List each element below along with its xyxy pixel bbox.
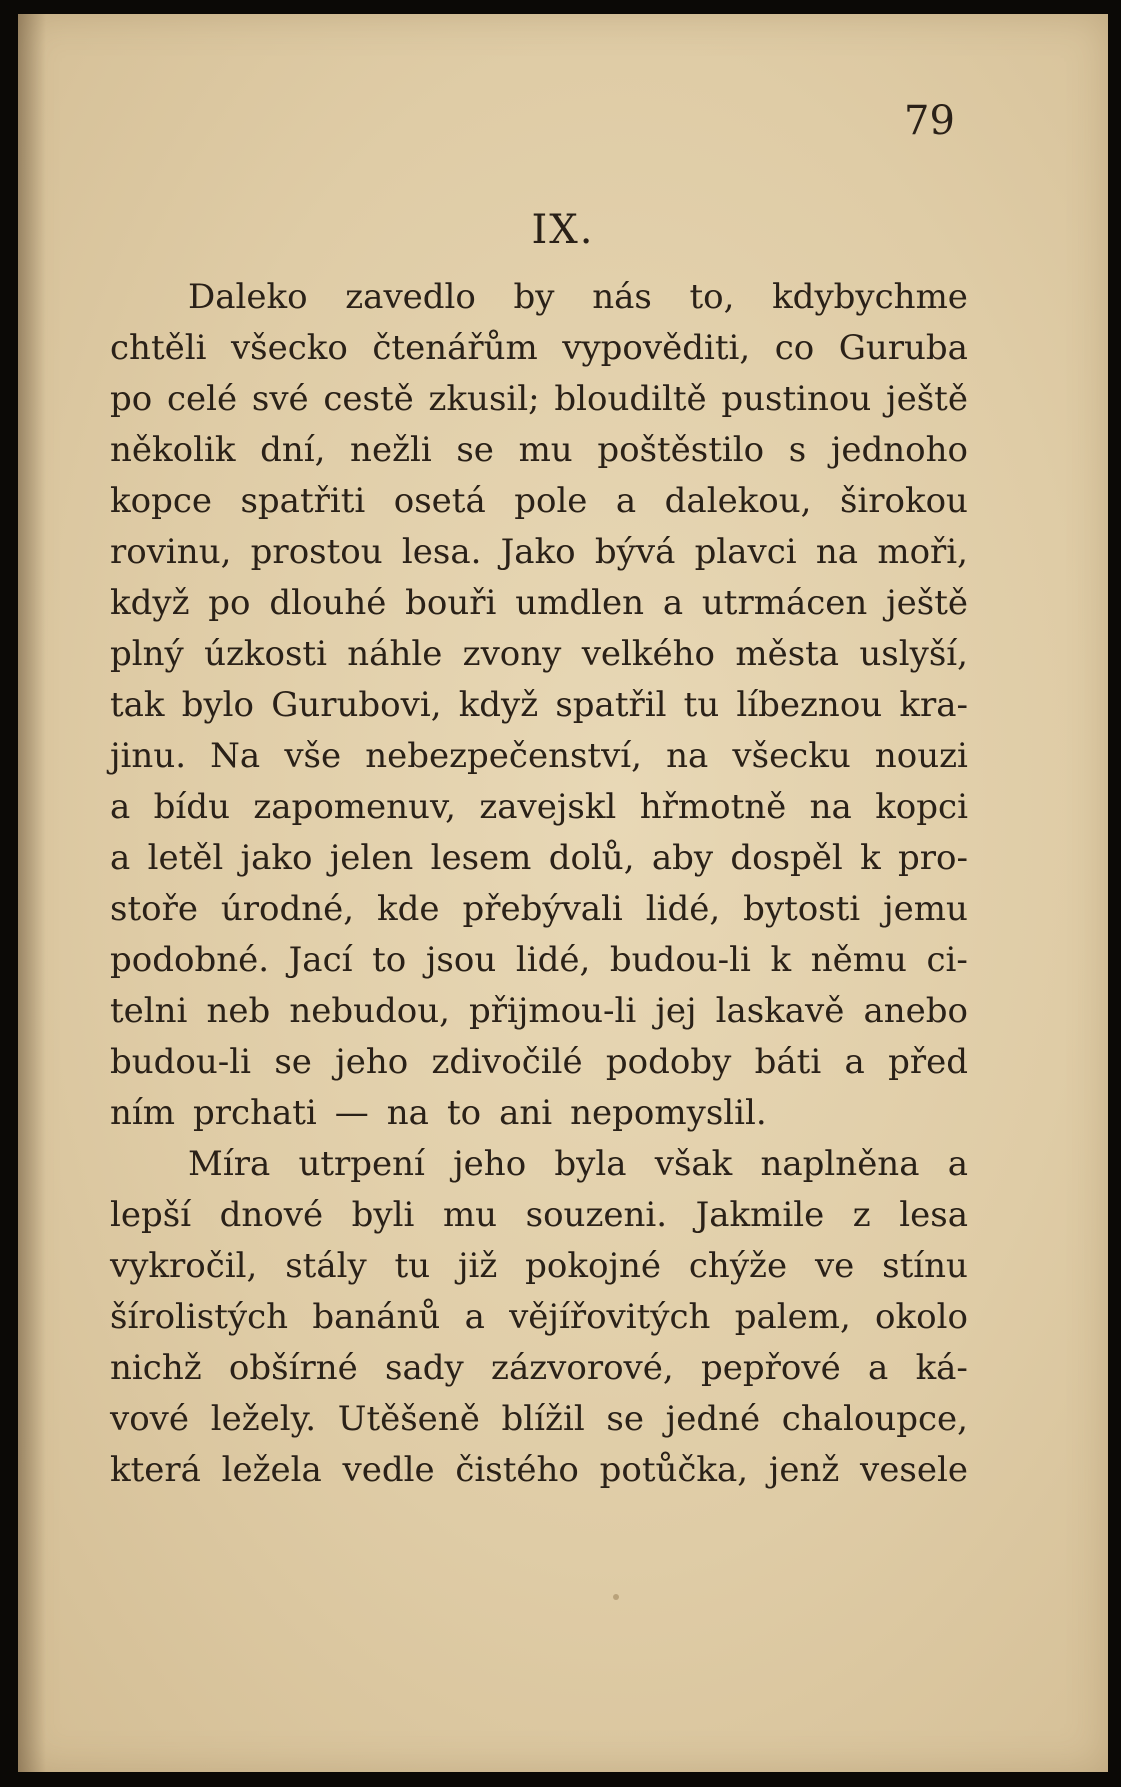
word: němu — [810, 940, 907, 980]
word: cestě — [323, 379, 414, 419]
word: pokojné — [525, 1246, 662, 1286]
word: na — [386, 1093, 429, 1133]
word: vypověditi, — [562, 328, 751, 368]
word: vedle — [342, 1450, 435, 1490]
word: úzkosti — [204, 634, 327, 674]
word: města — [735, 634, 840, 674]
word: byla — [554, 1144, 627, 1184]
word: Utěšeně — [337, 1399, 480, 1439]
text-line — [110, 1088, 968, 1139]
word: pepřové — [700, 1348, 841, 1388]
word: k — [770, 940, 792, 980]
text-line — [110, 1394, 968, 1445]
word: kde — [377, 889, 440, 929]
text-line — [110, 578, 968, 629]
word: lesa. — [401, 532, 482, 572]
word: zavedlo — [345, 277, 476, 317]
word: naplněna — [760, 1144, 920, 1184]
word: šírolistých — [110, 1297, 289, 1337]
word: stály — [285, 1246, 367, 1286]
word: byli — [351, 1195, 415, 1235]
text-line — [110, 323, 968, 374]
word: lidé, — [515, 940, 591, 980]
word: vesele — [860, 1450, 968, 1490]
word: jednoho — [830, 430, 968, 470]
word: stoře — [110, 889, 198, 929]
word: Gurubovi, — [271, 685, 442, 725]
word: ve — [814, 1246, 855, 1286]
word: utrmácen — [701, 583, 868, 623]
text-line — [110, 527, 968, 578]
word: tu — [394, 1246, 431, 1286]
word: zázvorové, — [491, 1348, 674, 1388]
word: tu — [683, 685, 720, 725]
word: vykročil, — [110, 1246, 258, 1286]
binding-shadow — [18, 14, 46, 1772]
word: bývá — [594, 532, 676, 572]
word: nebezpečenství, — [365, 736, 642, 776]
word: zvony — [462, 634, 562, 674]
word: na — [815, 532, 859, 572]
word: úrodné, — [220, 889, 355, 929]
word: pole — [514, 481, 588, 521]
word: dlouhé — [269, 583, 387, 623]
word: kra- — [899, 685, 968, 725]
word: lidé, — [645, 889, 721, 929]
word: náhle — [347, 634, 443, 674]
text-line — [110, 884, 968, 935]
word: a — [110, 838, 131, 878]
word: Daleko — [188, 277, 308, 317]
body-text — [110, 272, 968, 1496]
word: již — [457, 1246, 498, 1286]
word: nebudou, — [289, 991, 450, 1031]
word: když — [110, 583, 190, 623]
word: stínu — [882, 1246, 968, 1286]
word: poštěstilo — [597, 430, 765, 470]
word: lesa — [899, 1195, 968, 1235]
word: jinu. — [110, 736, 187, 776]
word: ležela — [221, 1450, 322, 1490]
word: chaloupce, — [781, 1399, 968, 1439]
word: banánů — [312, 1297, 441, 1337]
word: co — [774, 328, 815, 368]
word: chtěli — [110, 328, 207, 368]
word: čistého — [455, 1450, 579, 1490]
word: budou-li — [110, 1042, 252, 1082]
word: blížil — [501, 1399, 585, 1439]
text-line — [110, 1139, 968, 1190]
word: vové — [110, 1399, 190, 1439]
word: vše — [284, 736, 342, 776]
word: bídu — [153, 787, 230, 827]
word: plavci — [694, 532, 797, 572]
word: ká- — [915, 1348, 968, 1388]
word: vějířovitých — [509, 1297, 711, 1337]
word: jedné — [665, 1399, 761, 1439]
word: plný — [110, 634, 184, 674]
word: a — [947, 1144, 968, 1184]
word: ještě — [886, 583, 968, 623]
word: báti — [754, 1042, 822, 1082]
word: kopci — [875, 787, 968, 827]
word: nepomyslil. — [570, 1093, 767, 1133]
word: anebo — [863, 991, 968, 1031]
word: utrpení — [298, 1144, 425, 1184]
word: a — [464, 1297, 485, 1337]
word: podobné. — [110, 940, 270, 980]
word: nežli — [350, 430, 432, 470]
text-line — [110, 374, 968, 425]
word: bouři — [405, 583, 497, 623]
word: a — [615, 481, 637, 521]
word: nouzi — [874, 736, 968, 776]
word: potůčka, — [599, 1450, 749, 1490]
word: bylo — [181, 685, 255, 725]
word: jako — [240, 838, 313, 878]
word: však — [654, 1144, 733, 1184]
word: ještě — [886, 379, 968, 419]
word: přijmou-li — [469, 991, 637, 1031]
word: pustinou — [721, 379, 872, 419]
word: čtenářům — [372, 328, 538, 368]
word: jenž — [768, 1450, 840, 1490]
word: pro- — [898, 838, 968, 878]
word: mu — [518, 430, 573, 470]
word: dolů, — [548, 838, 635, 878]
word: letěl — [147, 838, 224, 878]
word: osetá — [393, 481, 486, 521]
word: všecko — [230, 328, 348, 368]
word: Na — [210, 736, 261, 776]
book-page — [18, 14, 1108, 1772]
word: jej — [655, 991, 697, 1031]
word: chýže — [688, 1246, 788, 1286]
word: hřmotně — [639, 787, 787, 827]
word: bloudiltě — [554, 379, 707, 419]
word: dospěl — [730, 838, 843, 878]
text-line — [110, 425, 968, 476]
word: okolo — [875, 1297, 968, 1337]
word: laskavě — [715, 991, 845, 1031]
word: kopce — [110, 481, 212, 521]
word: dní, — [260, 430, 326, 470]
word: a — [844, 1042, 865, 1082]
word: sady — [385, 1348, 464, 1388]
word: se — [456, 430, 494, 470]
word: prchati — [193, 1093, 317, 1133]
word: nichž — [110, 1348, 202, 1388]
word: moři, — [877, 532, 968, 572]
word: líbeznou — [736, 685, 883, 725]
text-line — [110, 629, 968, 680]
word: Guruba — [838, 328, 968, 368]
word: prostou — [250, 532, 383, 572]
text-line — [110, 833, 968, 884]
word: to, — [689, 277, 735, 317]
word: lesem — [430, 838, 532, 878]
word: palem, — [734, 1297, 851, 1337]
text-line — [110, 935, 968, 986]
word: jsou — [425, 940, 497, 980]
word: bytosti — [743, 889, 861, 929]
word: rovinu, — [110, 532, 232, 572]
word: spatřil — [555, 685, 667, 725]
word: tak — [110, 685, 165, 725]
word: zapomenuv, — [253, 787, 456, 827]
word: po — [208, 583, 251, 623]
word: spatřiti — [240, 481, 366, 521]
word: se — [606, 1399, 644, 1439]
word: lepší — [110, 1195, 192, 1235]
word: mu — [442, 1195, 498, 1235]
word: kdybychme — [772, 277, 968, 317]
text-line — [110, 1292, 968, 1343]
word: před — [888, 1042, 968, 1082]
word: Jací — [288, 940, 353, 980]
word: a — [110, 787, 131, 827]
word: telni — [110, 991, 188, 1031]
word: ním — [110, 1093, 176, 1133]
word: souzeni. — [525, 1195, 668, 1235]
word: obšírné — [228, 1348, 358, 1388]
word: dalekou, — [664, 481, 812, 521]
text-line — [110, 986, 968, 1037]
word: by — [513, 277, 555, 317]
word: k — [860, 838, 881, 878]
word: jemu — [883, 889, 968, 929]
word: jeho — [453, 1144, 527, 1184]
word: velkého — [581, 634, 715, 674]
text-line — [110, 1241, 968, 1292]
word: ani — [499, 1093, 553, 1133]
text-line — [110, 782, 968, 833]
word: celé — [166, 379, 238, 419]
word: na — [666, 736, 709, 776]
word: a — [662, 583, 684, 623]
word: po — [110, 379, 153, 419]
word: dnové — [219, 1195, 324, 1235]
word: Míra — [188, 1144, 271, 1184]
word: své — [251, 379, 309, 419]
word: zdivočilé — [431, 1042, 583, 1082]
word: všecku — [732, 736, 851, 776]
word: to — [446, 1093, 482, 1133]
word: několik — [110, 430, 236, 470]
text-line — [110, 476, 968, 527]
text-line — [110, 272, 968, 323]
word: umdlen — [515, 583, 645, 623]
word: a — [867, 1348, 889, 1388]
word: z — [852, 1195, 871, 1235]
word: na — [809, 787, 852, 827]
paper-speck — [613, 1594, 619, 1600]
word: ležely. — [210, 1399, 317, 1439]
word: nás — [592, 277, 652, 317]
page-number: 79 — [904, 98, 955, 144]
word: širokou — [839, 481, 968, 521]
text-line — [110, 1037, 968, 1088]
word: zavejskl — [479, 787, 617, 827]
text-line — [110, 1445, 968, 1496]
word: Jako — [500, 532, 576, 572]
word: podoby — [605, 1042, 732, 1082]
word: jeho — [335, 1042, 409, 1082]
word: to — [372, 940, 407, 980]
word: která — [110, 1450, 201, 1490]
word: zkusil; — [428, 379, 540, 419]
text-line — [110, 1343, 968, 1394]
word: ci- — [926, 940, 968, 980]
text-line — [110, 680, 968, 731]
word: s — [788, 430, 807, 470]
word: Jakmile — [695, 1195, 825, 1235]
word: — — [334, 1093, 369, 1133]
word: se — [274, 1042, 312, 1082]
word: budou-li — [609, 940, 751, 980]
word: přebývali — [462, 889, 623, 929]
word: když — [458, 685, 539, 725]
word: uslyší, — [859, 634, 968, 674]
text-line — [110, 1190, 968, 1241]
word: jelen — [329, 838, 414, 878]
word: neb — [206, 991, 271, 1031]
chapter-heading: IX. — [531, 207, 595, 253]
word: aby — [651, 838, 714, 878]
text-line — [110, 731, 968, 782]
